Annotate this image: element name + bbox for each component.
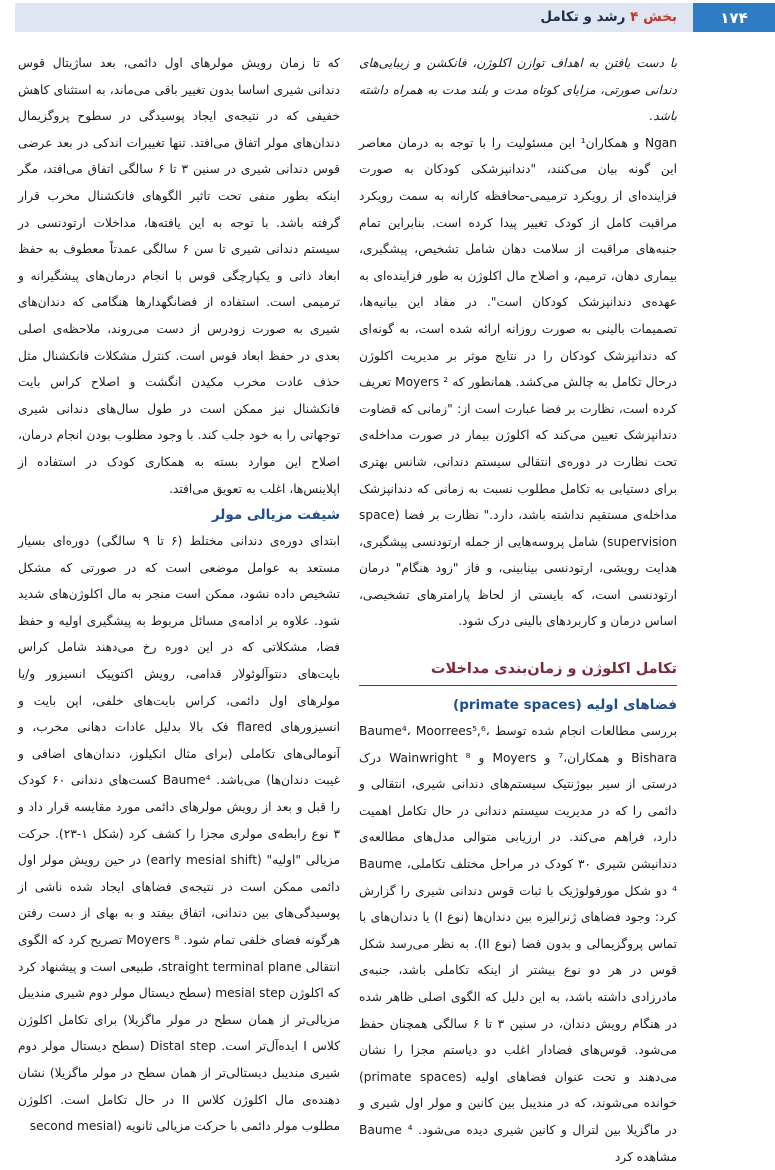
body-paragraph: ابتدای دوره‌ی دندانی مختلط (۶ تا ۹ سالگی) دوره‌ای بسیار مستعد به عوامل موضعی است که در صورتی که مشکل تشخیص داده نشود، ممکن است منجر به مال اکلوژن‌های شدید شود. علاوه بر ادامه‌ی مسائل مربوط به پیشگیری اولیه و حفظ فضا، مشکلاتی که در این دوره رخ می‌دهند شامل کراس بایت‌های دنتوآلوئولار قدامی، رویش اکتوپیک انسیزور و/یا مولرهای اول دائمی، کراس بایت‌های خلفی، اپن بایت و انسیزورهای flared فک بالا بدلیل عادات دهانی مخرب، و آنومالی‌های تکاملی (برای مثال انکیلوز، دندان‌های اضافی و غیبت دندان‌ها) می‌باشد. Baume⁴ کست‌های دندانی ۶۰ کودک را قبل و بعد از رویش مولرهای دائمی مورد مقایسه قرار داد و ۳ نوع رابطه‌ی مولری مجزا را کشف کرد (شکل ۱-۲۳). حرکت مزیالی "اولیه" (early mesial shift) در حین رویش مولر اول دائمی ممکن است در نتیجه‌ی فضاهای ایجاد شده ناشی از پوسیدگی‌های بین دندانی، اتفاق بیفتد و به بهای از دست رفتن هرگونه فضای خلفی تمام شود. Moyers ⁸ تصریح کرد که الگوی انتقالی straight terminal plane، طبیعی است و پیشنهاد کرد که اکلوژن mesial step (سطح دیستال مولر دوم شیری مندیبل مزیالی‌تر از همان سطح در مولر ماگزیلا) برای تکامل اکلوژن کلاس I ایده‌آل‌تر است. Distal step (سطح دیستال مولر دوم شیری مندیبل دیستالی‌تر از همان سطح در مولر ماگزیلا) نشان دهنده‌ی مال اکلوژن کلاس II در حال تکامل است. اکلوژن مطلوب مولر دائمی با حرکت مزیالی ثانویه (second mesial <box>18 534 341 1134</box>
page-header <box>15 3 775 32</box>
body-paragraph: بررسی مطالعات انجام شده توسط Baume⁴، Moorrees⁵,⁶، Bishara و همکاران،⁷ و Moyers و Wainwright ⁸ درک درستی از سیر بیوژنتیک سیستم‌های دندانی شیری، انتقالی و دائمی را که در مدیریت سیستم دندانی در حال تکامل اهمیت دارد، فراهم می‌کند. در ارزیابی متوالی مدل‌های مطالعه‌ی دندانیشن شیری ۳۰ کودک در مراحل مختلف تکاملی، Baume ⁴ دو شکل مورفولوژیک با ثبات قوس دندانی شیری را گزارش کرد: وجود فضاهای ژنرالیزه بین دندان‌ها (نوع I) یا دندان‌های با تماس پروگزیمالی و بدون فضا (نوع II). به نظر می‌رسد شکل قوس در هر دو نوع بیشتر از اینکه تکاملی باشد، جنبه‌ی مادرزادی داشته باشد، به این دلیل که الگوی اصلی ظاهر شده در هنگام رویش دندان، در سنین ۳ تا ۶ سالگی همچنان حفظ می‌شود. قوس‌های فضادار اغلب دو دیاستم مجزا را نشان می‌دهند و تحت عنوان فضاهای اولیه (primate spaces) خوانده می‌شوند، که در مندیبل بین کانین و مولر اول شیری و در ماگزیلا بین لترال و کانین شیری دیده می‌شود. Baume ⁴ مشاهده کرد <box>359 724 677 1164</box>
subsection-heading: فضاهای اولیه (primate spaces) <box>453 697 677 714</box>
left-column <box>18 50 340 1140</box>
section-heading: تکامل اکلوژن و زمان‌بندی مداخلات <box>359 649 677 686</box>
section-label: بخش ۴ <box>630 9 677 25</box>
chapter-title: رشد و تکامل <box>540 9 631 25</box>
body-paragraph: که تا زمان رویش مولرهای اول دائمی، بعد ساژیتال قوس دندانی شیری اساسا بدون تغییر باقی می‌ماند، به استثنای کاهش خفیفی که در نتیجه‌ی ایجاد پوسیدگی در سطوح پروگزیمال دندان‌های مولر اتفاق می‌افتد. تنها تغییرات اندکی در بعد عرضی قوس دندانی شیری در سنین ۳ تا ۶ سالگی اتفاق می‌افتد، مگر اینکه بطور منفی تحت تاثیر الگوهای فانکشنال مخرب قرار گرفته باشد. با توجه به این یافته‌ها، مداخلات ارتودنسی در سیستم دندانی شیری تا سن ۶ سالگی عمدتاً معطوف به حفظ ابعاد ذاتی و یکپارچگی قوس با انجام درمان‌های پیشگیرانه و ترمیمی است. استفاده از فضانگهدارها هنگامی که دندان‌های شیری به صورت زودرس از دست می‌روند، ملاحظه‌ی اصلی بعدی در حفظ ابعاد قوس است. کنترل مشکلات فانکشنال مثل حذف عادت مخرب مکیدن انگشت و اصلاح کراس بایت فانکشنال نیز ممکن است در طول سال‌های دندانی شیری توجهاتی را به خود جلب کند. با وجود مطلوب بودن انجام درمان، اصلاح این موارد بسته به همکاری کودک در استفاده از اپلاینس‌ها، اغلب به تعویق می‌افتد. <box>18 56 340 496</box>
subsection-heading: شیفت مزیالی مولر <box>211 507 340 524</box>
page-number: ۱۷۴ <box>693 3 775 32</box>
right-column <box>359 50 677 1170</box>
running-title <box>540 3 677 32</box>
intro-paragraph: با دست یافتن به اهداف توازن اکلوژن، فانکشن و زیبایی‌های دندانی صورتی، مزایای کوتاه مدت و بلند مدت به همراه داشته باشد. <box>359 56 677 124</box>
body-paragraph: Ngan و همکاران¹ این مسئولیت را با توجه به درمان معاصر این گونه بیان می‌کنند، "دندانپزشکی کودکان به صورت فزاینده‌ای از رویکرد ترمیمی-محافظه کارانه به سمت رویکرد مراقبت کامل از کودک تغییر پیدا کرده است. بنابراین تمام جنبه‌های مراقبت از سلامت دهان شامل تشخیص، پیشگیری، بیماری دهان، ترمیم، و اصلاح مال اکلوژن به طور فزاینده‌ای به عهده‌ی دندانپزشک کودکان است". در مفاد این بیانیه‌ها، تصمیمات بالینی به صورت روزانه ارائه شده است، به گونه‌ای که دندانپزشک کودکان را در نتایج موثر بر مدیریت اکلوژن درحال تکامل به چالش می‌کشد. همانطور که Moyers ² تعریف کرده است، نظارت بر فضا عبارت است از: "زمانی که قضاوت دندانپزشک تعیین می‌کند که اکلوژن بیمار در صورت مداخله‌ی تحت نظارت در دوره‌ی انتقالی سیستم دندانی، شانس بهتری برای دستیابی به تکامل مطلوب نسبت به زمانی که دندانپزشک مداخله‌ی مستقیم نداشته باشد، دارد." نظارت بر فضا (space supervision) شامل پروسه‌هایی از جمله ارتودنسی پیشگیری، هدایت رویشی، ارتودنسی بینابینی، و فاز "زود هنگام" درمان ارتودنسی است، که بایستی از لحاظ پارامترهای تشخیصی، اساس درمان و کاربردهای بالینی درک شود. <box>359 135 677 629</box>
